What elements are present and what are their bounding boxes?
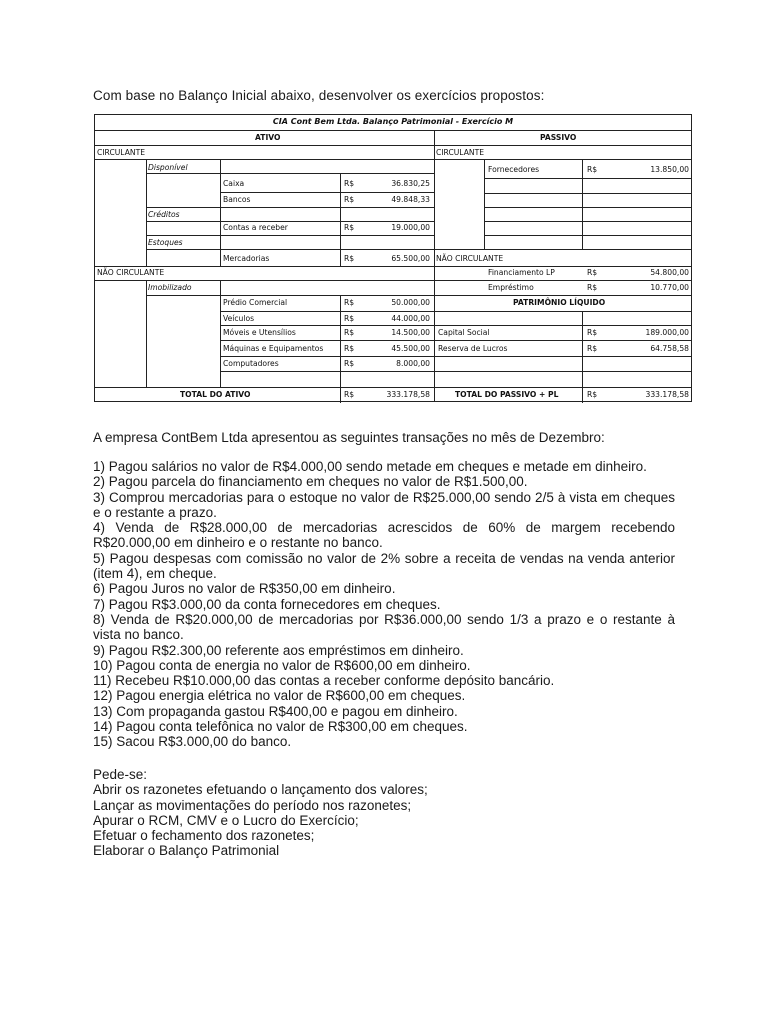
- contas-receber-currency: R$: [344, 223, 355, 232]
- contas-receber-value: 19.000,00: [391, 223, 430, 232]
- moveis-value: 14.500,00: [391, 328, 430, 337]
- total-ativo-value: 333.178,58: [386, 390, 430, 399]
- transaction-item: 5) Pagou despesas com comissão no valor de 2% sobre a receita de vendas na venda anterior (item 4), em cheque.: [93, 550, 675, 582]
- passivo-circulante-label: CIRCULANTE: [436, 148, 485, 157]
- computadores-label: Computadores: [223, 359, 279, 368]
- caixa-value: 36.830,25: [391, 179, 430, 188]
- transaction-item: 9) Pagou R$2.300,00 referente aos empréstimos em dinheiro.: [93, 642, 464, 658]
- pl-header: PATRIMÔNIO LÍQUIDO: [513, 298, 606, 307]
- transaction-item: 2) Pagou parcela do financiamento em cheques no valor de R$1.500,00.: [93, 474, 528, 490]
- predio-currency: R$: [344, 298, 355, 307]
- transaction-item: 15) Sacou R$3.000,00 do banco.: [93, 734, 292, 750]
- moveis-currency: R$: [344, 328, 355, 337]
- transaction-item: 14) Pagou conta telefônica no valor de R$300,00 em cheques.: [93, 719, 468, 735]
- capital-currency: R$: [587, 328, 598, 337]
- maquinas-currency: R$: [344, 344, 355, 353]
- disponivel-label: Disponível: [148, 163, 188, 172]
- transactions-list: [93, 459, 675, 750]
- predio-value: 50.000,00: [391, 298, 430, 307]
- intro-text: Com base no Balanço Inicial abaixo, desenvolver os exercícios propostos:: [93, 88, 545, 103]
- tasks-heading: Pede-se:: [93, 767, 148, 782]
- passivo-header: PASSIVO: [540, 133, 577, 142]
- balance-sheet-table: [94, 114, 692, 402]
- total-ativo-currency: R$: [344, 390, 355, 399]
- emprestimo-currency: R$: [587, 283, 598, 292]
- predio-label: Prédio Comercial: [223, 298, 288, 307]
- caixa-label: Caixa: [223, 179, 245, 188]
- reserva-label: Reserva de Lucros: [438, 344, 508, 353]
- fornecedores-currency: R$: [587, 165, 598, 174]
- caixa-currency: R$: [344, 179, 355, 188]
- mercadorias-label: Mercadorias: [223, 254, 270, 263]
- emprestimo-value: 10.770,00: [650, 283, 689, 292]
- imobilizado-label: Imobilizado: [148, 283, 192, 292]
- veiculos-label: Veículos: [223, 314, 255, 323]
- transaction-item: 1) Pagou salários no valor de R$4.000,00 sendo metade em cheques e metade em dinheiro.: [93, 459, 647, 474]
- transaction-item: 13) Com propaganda gastou R$400,00 e pagou em dinheiro.: [93, 703, 458, 719]
- computadores-currency: R$: [344, 359, 355, 368]
- mercadorias-currency: R$: [344, 254, 355, 263]
- transaction-item: 4) Venda de R$28.000,00 de mercadorias acrescidos de 60% de margem recebendo R$20.000,00 em dinheiro e o restante no banco.: [93, 520, 675, 551]
- veiculos-value: 44.000,00: [391, 314, 430, 323]
- ativo-header: ATIVO: [255, 133, 281, 142]
- task-item: Efetuar o fechamento dos razonetes;: [93, 828, 315, 844]
- moveis-label: Móveis e Utensílios: [223, 328, 296, 337]
- financiamento-label: Financiamento LP: [488, 268, 555, 277]
- total-passivo-label: TOTAL DO PASSIVO + PL: [455, 390, 559, 399]
- computadores-value: 8.000,00: [396, 359, 430, 368]
- bancos-currency: R$: [344, 195, 355, 204]
- capital-value: 189.000,00: [645, 328, 689, 337]
- task-item: Elaborar o Balanço Patrimonial: [93, 843, 280, 859]
- mercadorias-value: 65.500,00: [391, 254, 430, 263]
- bancos-value: 49.848,33: [391, 195, 430, 204]
- transaction-item: 3) Comprou mercadorias para o estoque no valor de R$25.000,00 sendo 2/5 à vista em cheques e o restante a prazo.: [93, 489, 675, 520]
- passivo-nao-circulante-label: NÃO CIRCULANTE: [436, 254, 504, 263]
- fornecedores-value: 13.850,00: [650, 165, 689, 174]
- ativo-circulante-label: CIRCULANTE: [97, 148, 146, 157]
- ativo-nao-circulante-label: NÃO CIRCULANTE: [97, 268, 165, 277]
- transactions-intro: A empresa ContBem Ltda apresentou as seguintes transações no mês de Dezembro:: [93, 430, 605, 445]
- fornecedores-label: Fornecedores: [488, 165, 540, 174]
- tasks-list: [93, 767, 428, 859]
- estoques-label: Estoques: [148, 238, 183, 247]
- financiamento-currency: R$: [587, 268, 598, 277]
- transaction-item: 10) Pagou conta de energia no valor de R$600,00 em dinheiro.: [93, 657, 471, 673]
- transaction-item: 7) Pagou R$3.000,00 da conta fornecedores em cheques.: [93, 596, 441, 612]
- sheet-title: CIA Cont Bem Ltda. Balanço Patrimonial - Exercício M: [95, 115, 691, 131]
- transaction-item: 12) Pagou energia elétrica no valor de R$600,00 em cheques.: [93, 688, 466, 704]
- task-item: Lançar as movimentações do período nos razonetes;: [93, 797, 412, 813]
- emprestimo-label: Empréstimo: [488, 283, 534, 292]
- maquinas-value: 45.500,00: [391, 344, 430, 353]
- maquinas-label: Máquinas e Equipamentos: [223, 344, 324, 353]
- reserva-value: 64.758,58: [650, 344, 689, 353]
- total-ativo-label: TOTAL DO ATIVO: [180, 390, 251, 399]
- total-passivo-currency: R$: [587, 390, 598, 399]
- transaction-item: 11) Recebeu R$10.000,00 das contas a receber conforme depósito bancário.: [93, 673, 555, 689]
- capital-label: Capital Social: [438, 328, 490, 337]
- transaction-item: 6) Pagou Juros no valor de R$350,00 em dinheiro.: [93, 581, 396, 597]
- total-passivo-value: 333.178,58: [645, 390, 689, 399]
- creditos-label: Créditos: [148, 210, 180, 219]
- financiamento-value: 54.800,00: [650, 268, 689, 277]
- veiculos-currency: R$: [344, 314, 355, 323]
- task-item: Abrir os razonetes efetuando o lançamento dos valores;: [93, 782, 428, 798]
- task-item: Apurar o RCM, CMV e o Lucro do Exercício;: [93, 812, 359, 828]
- transaction-item: 8) Venda de R$20.000,00 de mercadorias por R$36.000,00 sendo 1/3 a prazo e o restante à vista no banco.: [93, 611, 675, 643]
- reserva-currency: R$: [587, 344, 598, 353]
- contas-receber-label: Contas a receber: [223, 223, 288, 232]
- bancos-label: Bancos: [223, 195, 251, 204]
